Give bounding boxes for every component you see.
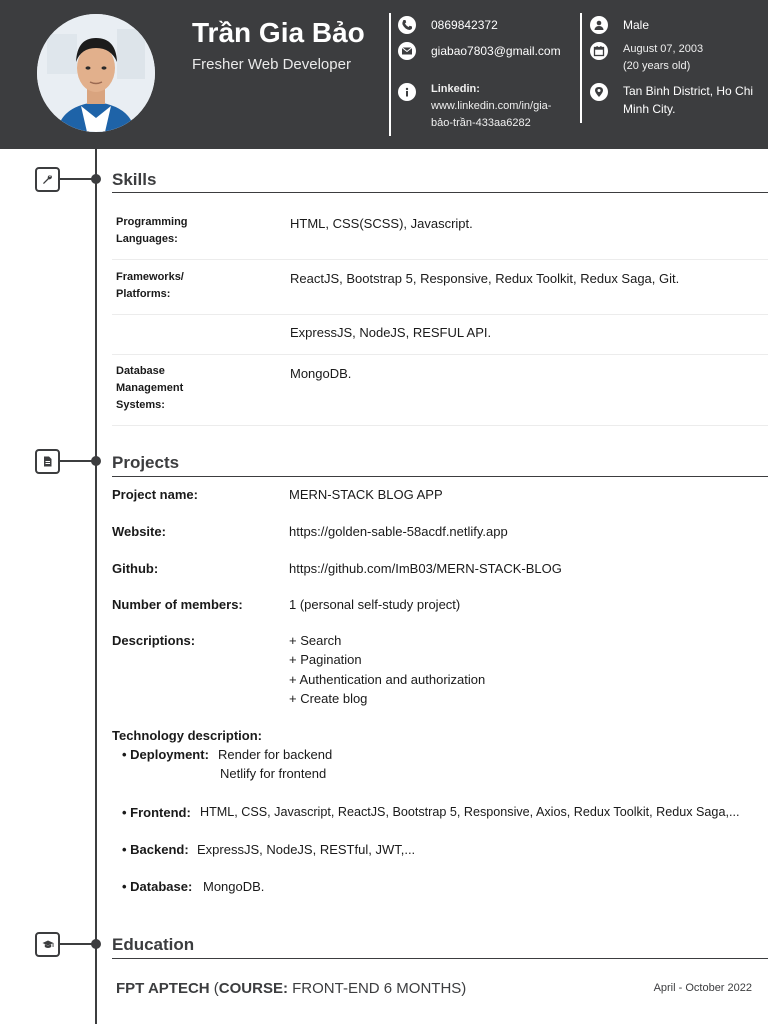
row-divider	[112, 354, 768, 355]
tech-deployment-value: Netlify for frontend	[220, 766, 327, 781]
technology-description-label: Technology description:	[112, 728, 262, 743]
project-name: MERN-STACK BLOG APP	[289, 487, 443, 502]
document-icon	[42, 456, 53, 467]
description-item: + Pagination	[289, 652, 362, 667]
project-descriptions-label: Descriptions:	[112, 633, 196, 648]
section-divider	[112, 476, 768, 477]
section-divider	[112, 192, 768, 193]
timeline-connector	[60, 178, 93, 180]
gender: Male	[623, 18, 650, 32]
skill-label: Programming Languages:	[116, 216, 188, 245]
location-pin-icon	[590, 83, 608, 101]
email-icon	[398, 42, 416, 60]
skill-value: ExpressJS, NodeJS, RESFUL API.	[290, 325, 492, 340]
birthdate: August 07, 2003	[623, 43, 704, 55]
profile-photo	[37, 14, 155, 132]
graduation-cap-icon	[42, 939, 54, 950]
description-item: + Create blog	[289, 691, 368, 706]
contact-divider	[580, 13, 582, 123]
user-icon	[590, 16, 608, 34]
project-github-link[interactable]: https://github.com/ImB03/MERN-STACK-BLOG	[289, 561, 562, 576]
project-members: 1 (personal self-study project)	[289, 597, 461, 612]
description-item: + Authentication and authorization	[289, 672, 486, 687]
tech-database-value: MongoDB.	[203, 879, 265, 894]
linkedin-label: Linkedin:	[431, 83, 480, 95]
email-address[interactable]: giabao7803@gmail.com	[431, 44, 561, 58]
row-divider	[112, 425, 768, 426]
tech-frontend-value: HTML, CSS, Javascript, ReactJS, Bootstrap 5, Responsive, Axios, Redux Toolkit, Redux Saga,...	[200, 805, 740, 819]
candidate-name: Trần Gia Bảo	[192, 17, 365, 48]
project-field-label: Website:	[112, 524, 166, 539]
education-date: April - October 2022	[653, 982, 752, 994]
education-section-icon-box	[35, 932, 60, 957]
project-field-label: Number of members:	[112, 597, 243, 612]
row-divider	[112, 314, 768, 315]
skill-label: Database Management Systems:	[116, 365, 184, 411]
address-line1: Tan Binh District, Ho Chi	[623, 84, 754, 98]
section-divider	[112, 958, 768, 959]
linkedin-url-line1[interactable]: www.linkedin.com/in/gia-	[431, 100, 552, 112]
skills-heading: Skills	[112, 170, 157, 189]
tech-deployment-value: Render for backend	[218, 747, 333, 762]
tech-backend: • Backend:	[122, 842, 189, 857]
timeline-connector	[60, 460, 93, 462]
age: (20 years old)	[623, 60, 691, 72]
education-heading: Education	[112, 935, 195, 954]
project-field-label: Github:	[112, 561, 159, 576]
timeline-dot	[91, 174, 101, 184]
tech-backend-value: ExpressJS, NodeJS, RESTful, JWT,...	[197, 842, 416, 857]
wrench-icon	[42, 174, 53, 185]
tech-deployment: • Deployment:	[122, 747, 209, 762]
skill-value: ReactJS, Bootstrap 5, Responsive, Redux Toolkit, Redux Saga, Git.	[290, 271, 680, 286]
tech-frontend: • Frontend:	[122, 805, 191, 820]
info-icon	[398, 83, 416, 101]
timeline-connector	[60, 943, 93, 945]
header-banner	[0, 0, 768, 149]
description-item: + Search	[289, 633, 342, 648]
project-field-label: Project name:	[112, 487, 198, 502]
linkedin-url-line2[interactable]: bảo-trần-433aa6282	[431, 117, 531, 129]
skill-value: HTML, CSS(SCSS), Javascript.	[290, 216, 473, 231]
timeline-dot	[91, 456, 101, 466]
timeline-dot	[91, 939, 101, 949]
skills-section-icon-box	[35, 167, 60, 192]
calendar-icon	[590, 42, 608, 60]
contact-divider	[389, 13, 391, 136]
row-divider	[112, 259, 768, 260]
project-website-link[interactable]: https://golden-sable-58acdf.netlify.app	[289, 524, 508, 539]
candidate-role: Fresher Web Developer	[192, 56, 351, 73]
skill-value: MongoDB.	[290, 366, 352, 381]
projects-heading: Projects	[112, 453, 180, 472]
tech-database: • Database:	[122, 879, 193, 894]
projects-section-icon-box	[35, 449, 60, 474]
phone-number[interactable]: 0869842372	[431, 18, 498, 32]
skill-label: Frameworks/ Platforms:	[116, 271, 184, 300]
education-entry-title: FPT APTECH (COURSE: FRONT-END 6 MONTHS)	[116, 980, 467, 997]
phone-icon	[398, 16, 416, 34]
timeline-line	[95, 149, 97, 1024]
address-line2: Minh City.	[623, 102, 676, 116]
